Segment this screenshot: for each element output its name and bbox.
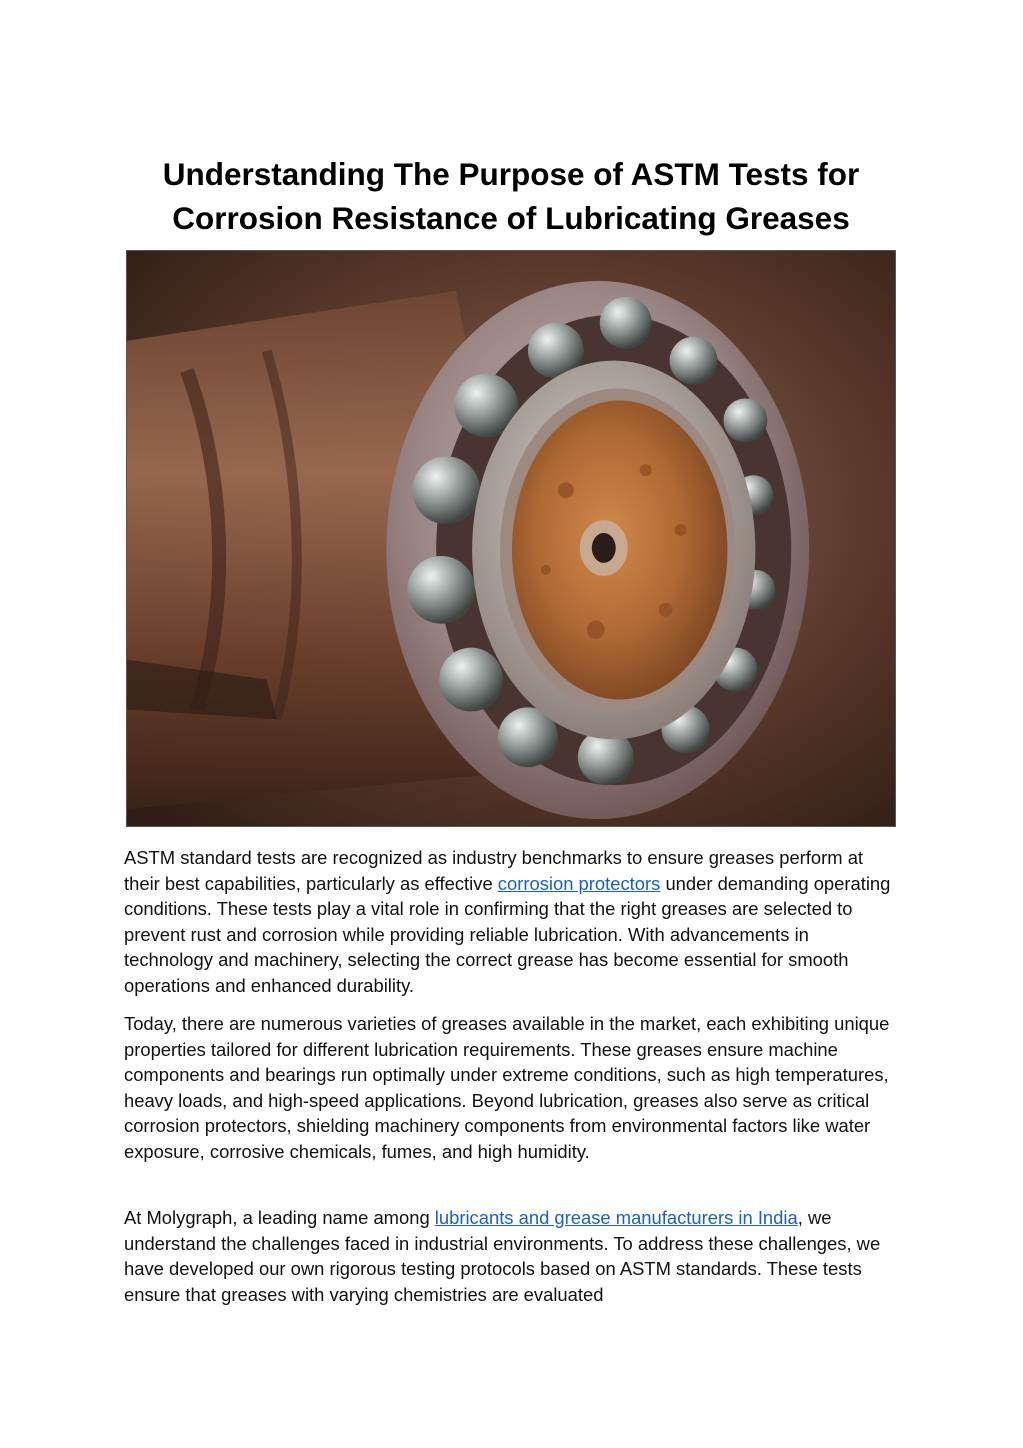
greases-varieties-paragraph: Today, there are numerous varieties of greases available in the market, each exhibiting unique properties tailored for different lubrication requirements. These greases ensure machine components and bearings run optimally under extreme conditions, such as high temperatures, heavy loads, and high-speed applications. Beyond lubrication, greases also serve as critical corrosion protectors, shielding machinery components from environmental factors like water exposure, corrosive chemicals, fumes, and high humidity.	[124, 1013, 890, 1162]
title-line-1: Understanding The Purpose of ASTM Tests for	[162, 156, 860, 192]
corrosion-protectors-link[interactable]: corrosion protectors	[497, 872, 661, 894]
molygraph-text-after-link: , we understand the challenges faced in industrial environments. To address these challenges, we have developed our own rigorous testing protocols based on ASTM standards. These tests ensure that greases with varying chemistries are evaluated	[124, 1207, 881, 1305]
title-line-2: Corrosion Resistance of Lubricating Greases	[172, 200, 850, 236]
intro-text-after-link: under demanding operating conditions. These tests play a vital role in confirming that the right greases are selected to prevent rust and corrosion while providing reliable lubrication. With advancements in technology and machinery, selecting the correct grease has become essential for smooth operations and enhanced durability.	[124, 872, 891, 996]
molygraph-text-before-link: At Molygraph, a leading name among	[124, 1207, 435, 1228]
intro-text-before-link: ASTM standard tests are recognized as industry benchmarks to ensure greases perform at their best capabilities, particularly as effective	[124, 847, 864, 894]
page-title	[100, 152, 922, 240]
intro-paragraph	[124, 845, 894, 999]
hero-image-rusted-bearing	[126, 250, 896, 827]
molygraph-paragraph	[124, 1205, 894, 1307]
lubricants-manufacturers-link[interactable]: lubricants and grease manufacturers in India	[434, 1207, 798, 1228]
